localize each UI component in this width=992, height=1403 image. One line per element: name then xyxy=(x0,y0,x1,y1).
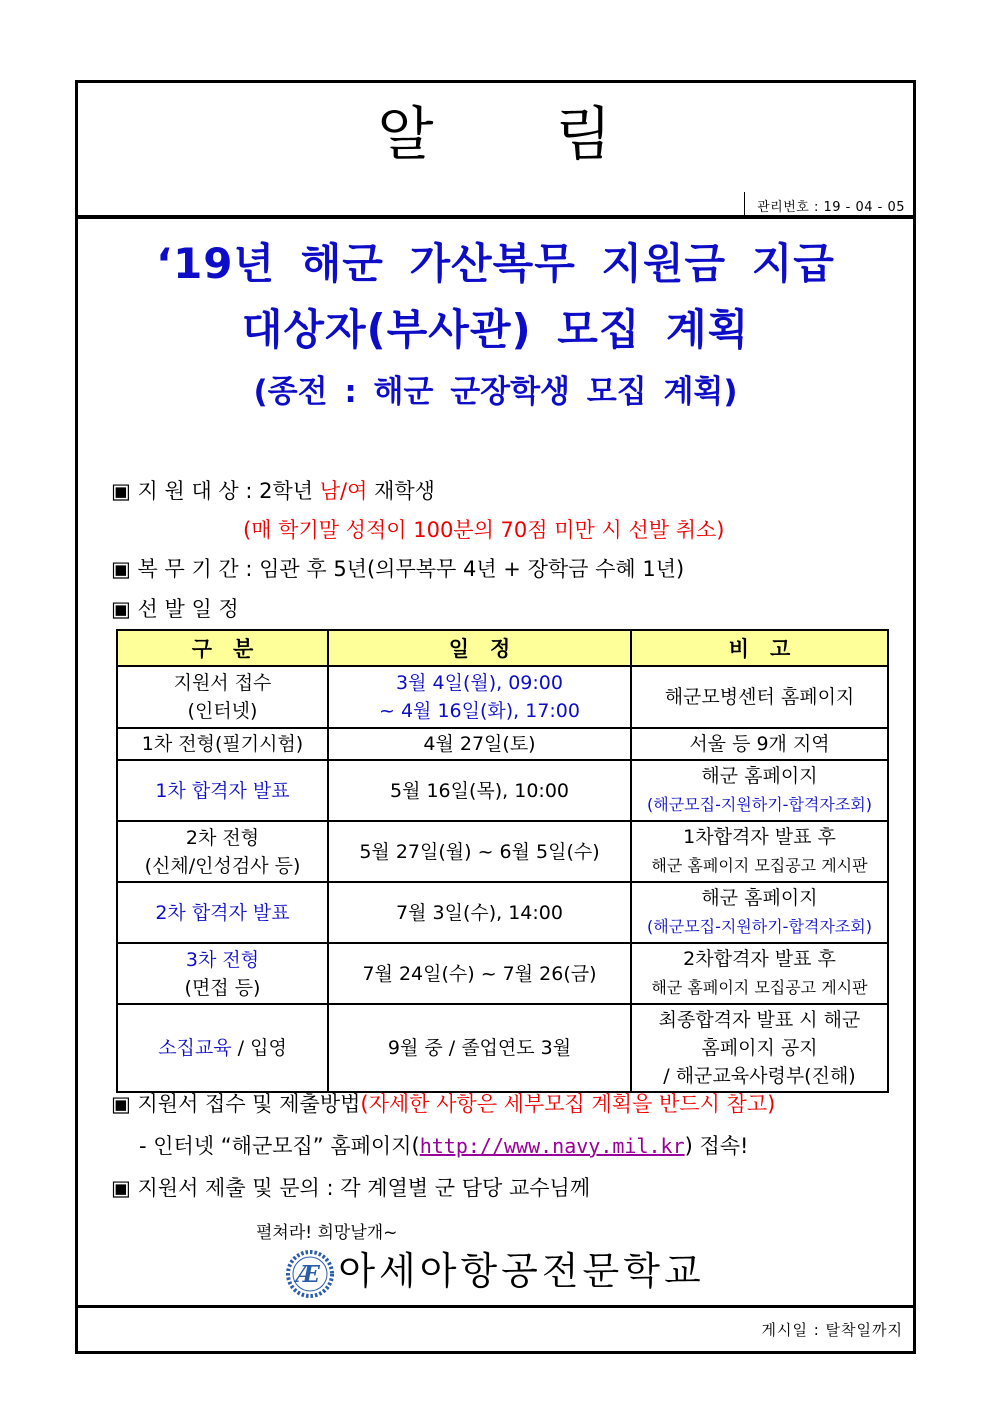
table-cell xyxy=(328,728,631,760)
bullet-internet xyxy=(111,1125,897,1167)
table-cell xyxy=(328,1004,631,1092)
internet-suffix: ) 접속! xyxy=(684,1134,749,1158)
svg-text:Æ: Æ xyxy=(296,1260,325,1288)
main-title-line2: 대상자(부사관) 모집 계획 xyxy=(241,305,750,354)
schedule-table xyxy=(116,629,889,1093)
table-cell-text: 1차 전형(필기시험) xyxy=(141,733,304,755)
main-title-line1: ‘19년 해군 가산복무 지원금 지급 xyxy=(156,239,835,288)
header-remarks: 비 고 xyxy=(631,630,888,666)
table-cell-text: 해군 홈페이지 모집공고 게시판 xyxy=(651,978,868,997)
table-cell-text: 7월 3일(수), 14:00 xyxy=(396,901,563,924)
bullet-inquiry: ▣ 지원서 제출 및 문의 : 각 계열별 군 담당 교수님께 xyxy=(111,1176,591,1200)
table-cell-text: 2차 합격자 발표 xyxy=(155,901,290,924)
table-row xyxy=(117,882,888,943)
table-cell-text: 해군 홈페이지 xyxy=(701,887,818,909)
table-cell-text: 해군 홈페이지 xyxy=(701,765,818,787)
table-cell-text: (면접 등) xyxy=(184,976,261,999)
submit-method-note: (자세한 사항은 세부모집 계획을 반드시 참고) xyxy=(360,1092,776,1116)
table-cell-text: / 입영 xyxy=(231,1037,287,1059)
table-row xyxy=(117,760,888,821)
school-signature xyxy=(78,1245,913,1298)
bullet-target xyxy=(111,471,893,511)
table-cell xyxy=(117,728,328,760)
table-cell xyxy=(117,943,328,1004)
table-cell-text: (인터넷) xyxy=(187,700,258,722)
table-cell-text: 5월 16일(목), 10:00 xyxy=(389,779,570,802)
table-cell xyxy=(631,1004,888,1092)
table-cell xyxy=(631,760,888,821)
table-cell-text: 7월 24일(수) ~ 7월 26(금) xyxy=(362,962,597,985)
table-cell xyxy=(328,666,631,728)
table-cell-text: ~ 4월 16일(화), 17:00 xyxy=(379,700,580,722)
table-cell-text: 1차 합격자 발표 xyxy=(155,779,290,802)
table-cell xyxy=(117,882,328,943)
table-cell-text: 소집교육 xyxy=(158,1037,232,1059)
table-cell xyxy=(117,666,328,728)
main-title-line3: (종전 : 해군 군장학생 모집 계획) xyxy=(253,374,738,410)
header-divider xyxy=(78,215,913,219)
table-cell-text: 홈페이지 공지 xyxy=(701,1037,818,1059)
notice-heading: 알 림 xyxy=(377,100,614,168)
bottom-bullets xyxy=(111,1083,897,1209)
bullet-target-prefix: ▣ 지 원 대 상 : 2학년 xyxy=(111,479,320,503)
table-cell-text: 4월 27일(토) xyxy=(423,733,536,755)
document-frame xyxy=(75,80,916,1354)
table-cell-text: 5월 27일(월) ~ 6월 5일(수) xyxy=(359,840,600,863)
table-cell xyxy=(328,882,631,943)
navy-homepage-link[interactable]: http://www.navy.mil.kr xyxy=(419,1134,685,1158)
table-cell-text: 해군 홈페이지 모집공고 게시판 xyxy=(651,856,868,875)
table-cell-text: 서울 등 9개 지역 xyxy=(689,733,830,755)
table-cell-text: 3월 4일(월), 09:00 xyxy=(396,672,563,694)
table-cell-text: 지원서 접수 xyxy=(173,672,272,694)
table-header-row xyxy=(117,630,888,666)
main-title xyxy=(78,231,913,421)
table-cell xyxy=(631,943,888,1004)
table-cell xyxy=(117,1004,328,1092)
table-cell-text: 9월 중 / 졸업연도 3월 xyxy=(387,1037,572,1059)
bullet-schedule-heading: ▣ 선 발 일 정 xyxy=(111,597,239,621)
table-cell-text: 해군모병센터 홈페이지 xyxy=(664,686,855,708)
table-cell xyxy=(328,943,631,1004)
table-cell-text: 2차 전형 xyxy=(185,826,260,849)
table-cell xyxy=(631,728,888,760)
table-cell xyxy=(631,821,888,882)
bullet-target-gender: 남/여 xyxy=(319,479,368,503)
table-cell-text: 2차합격자 발표 후 xyxy=(683,948,836,970)
table-cell-text: (신체/인성검사 등) xyxy=(144,854,301,877)
management-number: 관리번호 : 19 - 04 - 05 xyxy=(744,192,913,219)
table-cell xyxy=(631,666,888,728)
bullet-target-suffix: 재학생 xyxy=(367,479,435,503)
table-cell-text: 최종합격자 발표 시 해군 xyxy=(658,1009,861,1031)
table-cell xyxy=(631,882,888,943)
bullet-submit-method xyxy=(111,1083,897,1125)
table-cell-text: / 해군교육사령부(진해) xyxy=(663,1065,856,1087)
bullet-service-period: ▣ 복 무 기 간 : 임관 후 5년(의무복무 4년 + 장학금 수혜 1년) xyxy=(111,557,685,581)
internet-prefix: - 인터넷 “해군모집” 홈페이지( xyxy=(139,1134,420,1158)
table-cell-text: (해군모집-지원하기-합격자조회) xyxy=(647,917,872,936)
table-cell xyxy=(328,760,631,821)
table-cell-text: 3차 전형 xyxy=(185,948,260,971)
table-row xyxy=(117,666,888,728)
table-cell-text: (해군모집-지원하기-합격자조회) xyxy=(647,795,872,814)
footer-divider xyxy=(78,1305,913,1308)
school-name: 아세아항공전문학교 xyxy=(338,1249,705,1293)
table-cell xyxy=(117,760,328,821)
submit-method-label: ▣ 지원서 접수 및 제출방법 xyxy=(111,1092,361,1116)
bullet-target-note: (매 학기말 성적이 100분의 70점 미만 시 선발 취소) xyxy=(243,518,725,542)
table-row xyxy=(117,728,888,760)
school-logo-icon xyxy=(286,1250,334,1298)
table-cell xyxy=(117,821,328,882)
header-schedule: 일 정 xyxy=(328,630,631,666)
info-bullets xyxy=(111,471,893,629)
school-slogan: 펼쳐라! 희망날개~ xyxy=(256,1223,398,1243)
header-category: 구 분 xyxy=(117,630,328,666)
table-row xyxy=(117,821,888,882)
table-row xyxy=(117,943,888,1004)
table-cell-text: 1차합격자 발표 후 xyxy=(683,826,836,848)
posted-until-note: 게시일 : 탈착일까지 xyxy=(761,1321,903,1339)
schedule-table-body xyxy=(117,666,888,1092)
table-cell xyxy=(328,821,631,882)
table-row xyxy=(117,1004,888,1092)
